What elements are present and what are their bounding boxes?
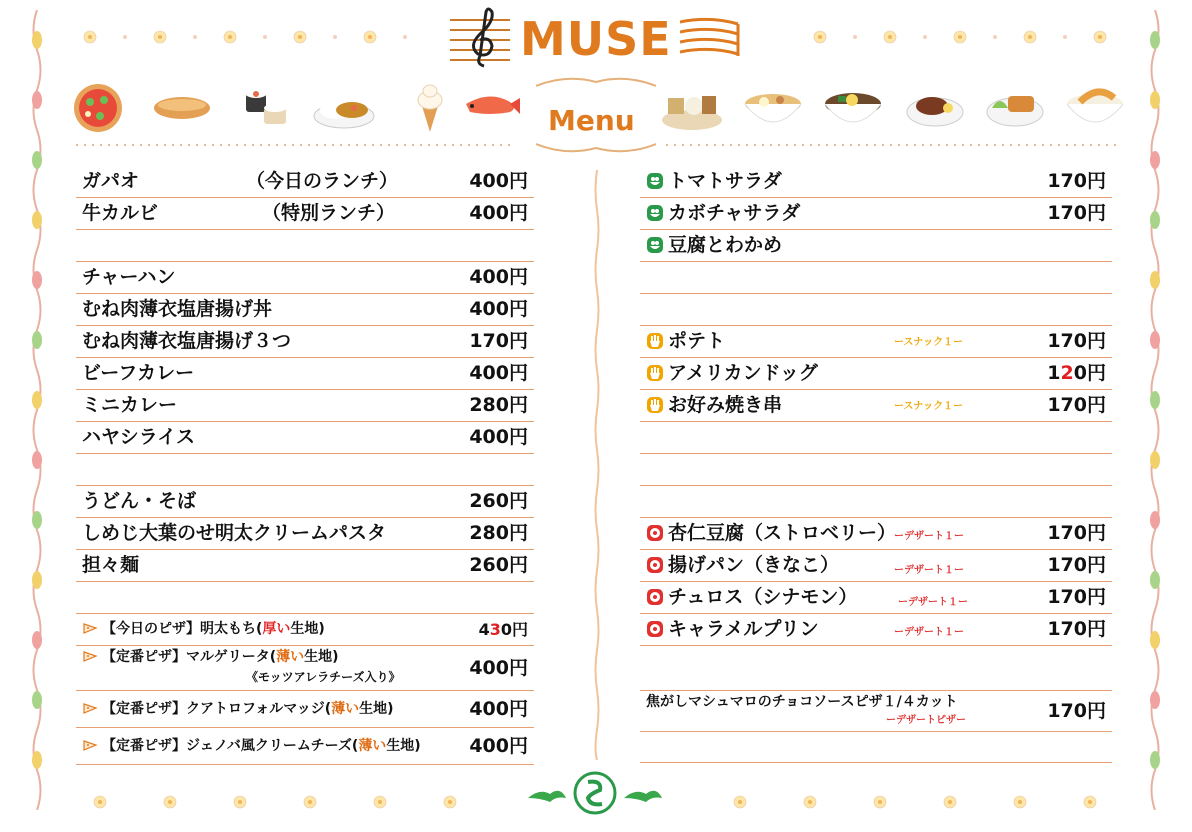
item-price [1047, 358, 1106, 389]
sushi-icon [240, 80, 296, 136]
item-price: 400円 [469, 170, 528, 192]
menu-row-pizza [76, 691, 534, 728]
menu-row [640, 550, 1112, 582]
brand-header [440, 4, 750, 74]
item-name [646, 614, 819, 645]
pizza-prefix: 【今日のピザ】明太もち( [102, 621, 263, 637]
fries-icon [646, 364, 664, 382]
menu-row [76, 550, 534, 582]
pizza-slice-icon [82, 737, 98, 753]
salad-icon [646, 172, 664, 190]
item-name: ハヤシライス [82, 426, 196, 448]
price-digit: 4 [478, 620, 490, 639]
curry-icon [312, 80, 376, 136]
dessert-tag: ーデザート１ー [894, 531, 964, 542]
pizza-prefix: 【定番ピザ】マルゲリータ( [102, 649, 277, 665]
item-name [646, 358, 818, 389]
item-name [646, 326, 725, 357]
menu-row-empty [640, 262, 1112, 294]
item-price: 280円 [469, 522, 528, 544]
salad-name: 豆腐とわかめ [668, 234, 783, 256]
pizza-slice-icon [82, 648, 98, 664]
item-name [82, 691, 394, 727]
item-price: 400円 [469, 657, 528, 679]
item-name [646, 550, 839, 581]
menu-row [76, 358, 534, 390]
tempura-bowl-icon [1064, 80, 1126, 136]
dessert-pizza-name: 焦がしマシュマロのチョコソースピザ１/４カット [646, 694, 958, 710]
oden-icon [660, 80, 724, 136]
item-name: ガパオ [82, 170, 140, 192]
salad-name: カボチャサラダ [668, 202, 801, 224]
right-menu-column [640, 166, 1112, 763]
snack-tag: ースナック１ー [894, 401, 964, 412]
tonkatsu-plate-icon [984, 80, 1046, 136]
item-name: 担々麺 [82, 554, 140, 576]
donut-icon [646, 588, 664, 606]
item-price: 170円 [1047, 394, 1106, 416]
menu-row-empty [640, 732, 1112, 763]
item-name: うどん・そば [82, 490, 197, 512]
menu-row-pizza [76, 614, 534, 646]
pizza-crust: 薄い [331, 701, 360, 717]
item-price: 170円 [1047, 330, 1106, 352]
menu-row-empty [640, 294, 1112, 326]
item-name: しめじ大葉のせ明太クリームパスタ [82, 522, 387, 544]
menu-row-empty [76, 230, 534, 262]
item-price: 170円 [1047, 202, 1106, 224]
dessert-tag: ーデザート１ー [894, 627, 964, 638]
menu-row [76, 166, 534, 198]
treble-clef-icon [450, 6, 510, 68]
menu-row [640, 582, 1112, 614]
bottom-logo [520, 768, 670, 818]
price-digit-highlight: 3 [489, 620, 501, 639]
donut-icon [646, 524, 664, 542]
menu-row [640, 358, 1112, 390]
item-price: 400円 [469, 202, 528, 224]
pizza-crust: 薄い [276, 649, 305, 665]
pizza-suffix: 生地) [290, 621, 325, 637]
item-name [82, 728, 421, 764]
pizza-crust: 厚い [262, 621, 291, 637]
menu-row-empty [640, 454, 1112, 486]
menu-row [640, 198, 1112, 230]
item-name [82, 614, 325, 645]
item-name: むね肉薄衣塩唐揚げ丼 [82, 298, 273, 320]
item-note: （特別ランチ） [262, 202, 396, 224]
dessert-tag: ーデザート１ー [898, 597, 968, 608]
shrimp-icon [460, 80, 522, 136]
item-note: （今日のランチ） [246, 170, 399, 192]
item-name: ミニカレー [82, 394, 178, 416]
snack-name: アメリカンドッグ [668, 362, 818, 384]
item-price: 170円 [1047, 700, 1106, 722]
price-rest: 0円 [1073, 362, 1106, 384]
item-price: 400円 [469, 698, 528, 720]
menu-row [640, 326, 1112, 358]
pizza-slice-icon [82, 620, 98, 636]
pizza-suffix: 生地) [359, 701, 394, 717]
dessert-name: チュロス（シナモン） [668, 586, 858, 608]
chain-ornament [76, 138, 1116, 152]
menu-row [76, 486, 534, 518]
menu-title: Menu [548, 104, 635, 137]
pizza-slice-icon [82, 700, 98, 716]
menu-row [76, 518, 534, 550]
price-rest: 0円 [500, 620, 528, 639]
donut-icon [646, 620, 664, 638]
menu-row [640, 614, 1112, 646]
pizza-crust: 薄い [358, 738, 387, 754]
ramen-icon [742, 80, 804, 136]
item-name: ビーフカレー [82, 362, 195, 384]
item-name [646, 390, 782, 421]
menu-row-empty [640, 422, 1112, 454]
donut-icon [646, 556, 664, 574]
bread-icon [152, 80, 212, 136]
menu-row-pizza [76, 646, 534, 691]
dessert-name: 杏仁豆腐（ストロベリー） [668, 522, 897, 544]
menu-row-empty [76, 582, 534, 614]
menu-row [76, 326, 534, 358]
item-name [646, 518, 896, 549]
menu-row [76, 294, 534, 326]
menu-row [76, 390, 534, 422]
pizza-suffix: 生地) [304, 649, 339, 665]
menu-row [640, 166, 1112, 198]
brand-title: MUSE [520, 12, 672, 66]
menu-row-empty [640, 646, 1112, 691]
pizza-icon [70, 80, 126, 136]
menu-row [640, 390, 1112, 422]
dessert-pizza-tag: ーデザートピザー [886, 715, 966, 726]
menu-row [640, 518, 1112, 550]
item-name: 牛カルビ [82, 202, 159, 224]
noodle-bowl-icon [822, 80, 884, 136]
menu-row-empty [76, 454, 534, 486]
center-divider [594, 170, 600, 760]
item-price: 170円 [1047, 522, 1106, 544]
price-digit-highlight: 2 [1060, 362, 1074, 384]
steak-plate-icon [904, 80, 966, 136]
item-price: 400円 [469, 298, 528, 320]
pizza-prefix: 【定番ピザ】クアトロフォルマッジ( [102, 701, 332, 717]
salad-icon [646, 236, 664, 254]
item-subnote: 《モッツアレラチーズ入り》 [246, 670, 401, 684]
fries-icon [646, 332, 664, 350]
item-price: 400円 [469, 362, 528, 384]
item-price: 400円 [469, 735, 528, 757]
snack-tag: ースナック１ー [894, 337, 964, 348]
item-price: 280円 [469, 394, 528, 416]
menu-row-pizza [76, 728, 534, 765]
food-illustration-row [0, 80, 1192, 136]
fries-icon [646, 396, 664, 414]
item-price: 170円 [1047, 586, 1106, 608]
pizza-suffix: 生地) [386, 738, 421, 754]
item-price [479, 614, 528, 645]
menu-row-empty [640, 486, 1112, 518]
soft-cream-icon [402, 80, 458, 136]
item-name [646, 166, 782, 197]
dessert-name: 揚げパン（きなこ） [668, 554, 840, 576]
item-price: 260円 [469, 490, 528, 512]
item-price: 170円 [1047, 554, 1106, 576]
item-price: 170円 [469, 330, 528, 352]
price-digit: 1 [1047, 362, 1061, 384]
salad-icon [646, 204, 664, 222]
item-price: 170円 [1047, 170, 1106, 192]
pizza-prefix: 【定番ピザ】ジェノバ風クリームチーズ( [102, 738, 359, 754]
menu-row [76, 422, 534, 454]
item-name [646, 230, 782, 261]
menu-row [640, 230, 1112, 262]
item-name [646, 198, 800, 229]
salad-name: トマトサラダ [668, 170, 782, 192]
dessert-name: キャラメルプリン [668, 618, 819, 640]
item-name: むね肉薄衣塩唐揚げ３つ [82, 330, 292, 352]
item-name [646, 582, 857, 613]
item-name: チャーハン [82, 266, 176, 288]
snack-name: お好み焼き串 [668, 394, 783, 416]
dessert-tag: ーデザート１ー [894, 565, 964, 576]
item-price: 400円 [469, 426, 528, 448]
item-name [82, 646, 339, 668]
left-menu-column [76, 166, 534, 765]
item-price: 170円 [1047, 618, 1106, 640]
menu-row [76, 262, 534, 294]
menu-row [76, 198, 534, 230]
menu-row [640, 691, 1112, 732]
item-price: 260円 [469, 554, 528, 576]
music-staff-icon [680, 16, 740, 64]
snack-name: ポテト [668, 330, 726, 352]
item-price: 400円 [469, 266, 528, 288]
